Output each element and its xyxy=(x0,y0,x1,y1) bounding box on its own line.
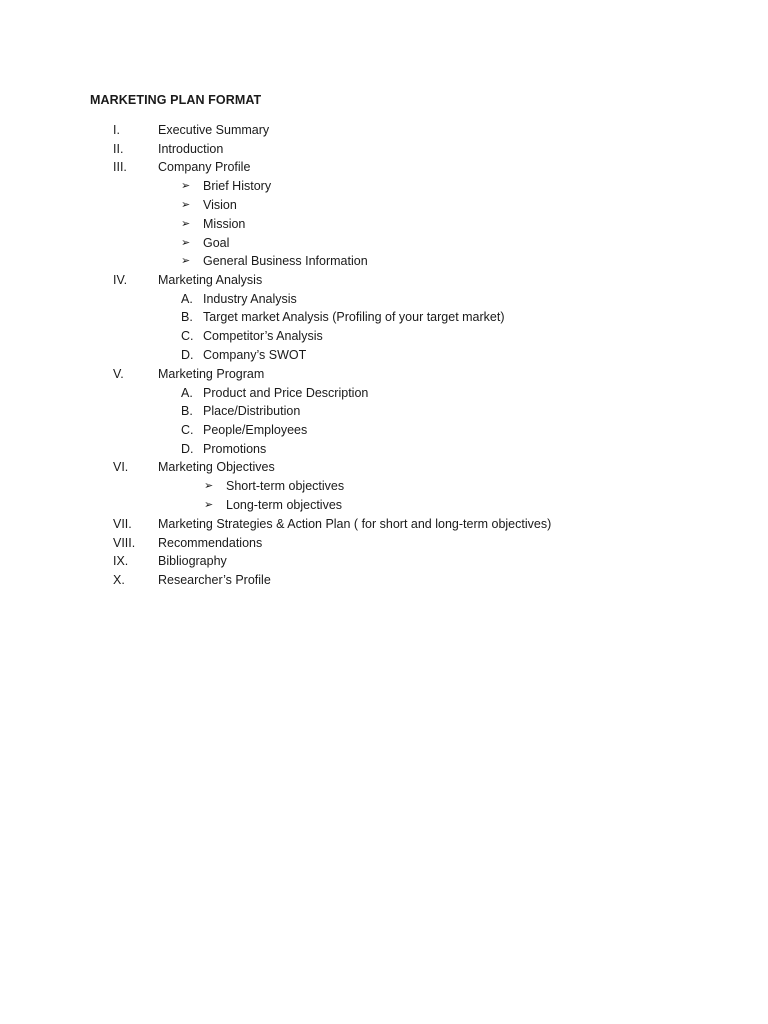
bullet-text: Short-term objectives xyxy=(226,479,345,493)
bullet-text: Goal xyxy=(203,236,230,250)
item-letter: B. xyxy=(181,310,193,324)
bullet-text: Vision xyxy=(203,198,237,212)
arrow-bullet-icon: ➢ xyxy=(181,237,191,249)
section-number: III. xyxy=(113,160,127,174)
section-number: X. xyxy=(113,573,125,587)
item-letter: C. xyxy=(181,329,194,343)
arrow-bullet-icon: ➢ xyxy=(204,499,214,511)
section-title: Executive Summary xyxy=(158,123,270,137)
item-letter: A. xyxy=(181,292,193,306)
document-title: MARKETING PLAN FORMAT xyxy=(90,93,262,107)
section-title: Company Profile xyxy=(158,160,251,174)
arrow-bullet-icon: ➢ xyxy=(204,480,214,492)
section-title: Researcher’s Profile xyxy=(158,573,271,587)
bullet-text: Mission xyxy=(203,217,246,231)
section-number: IX. xyxy=(113,554,129,568)
arrow-bullet-icon: ➢ xyxy=(181,218,191,230)
item-text: Place/Distribution xyxy=(203,404,301,418)
section-title: Marketing Program xyxy=(158,367,265,381)
item-letter: B. xyxy=(181,404,193,418)
arrow-bullet-icon: ➢ xyxy=(181,180,191,192)
item-letter: D. xyxy=(181,442,194,456)
bullet-text: Brief History xyxy=(203,179,272,193)
section-number: I. xyxy=(113,123,120,137)
bullet-text: General Business Information xyxy=(203,254,368,268)
item-letter: C. xyxy=(181,423,194,437)
bullet-text: Long-term objectives xyxy=(226,498,343,512)
section-title: Introduction xyxy=(158,142,224,156)
item-letter: D. xyxy=(181,348,194,362)
item-letter: A. xyxy=(181,386,193,400)
arrow-bullet-icon: ➢ xyxy=(181,255,191,267)
section-number: VI. xyxy=(113,460,129,474)
item-text: Target market Analysis (Profiling of your target market) xyxy=(203,310,505,324)
section-number: IV. xyxy=(113,273,128,287)
section-number: VIII. xyxy=(113,536,136,550)
item-text: Product and Price Description xyxy=(203,386,369,400)
item-text: Promotions xyxy=(203,442,267,456)
section-number: V. xyxy=(113,367,124,381)
item-text: People/Employees xyxy=(203,423,308,437)
section-title: Marketing Analysis xyxy=(158,273,263,287)
item-text: Company’s SWOT xyxy=(203,348,307,362)
section-title: Marketing Strategies & Action Plan ( for short and long-term objectives) xyxy=(158,517,552,531)
section-number: II. xyxy=(113,142,124,156)
section-title: Bibliography xyxy=(158,554,227,568)
section-number: VII. xyxy=(113,517,132,531)
section-title: Marketing Objectives xyxy=(158,460,275,474)
section-title: Recommendations xyxy=(158,536,263,550)
item-text: Competitor’s Analysis xyxy=(203,329,323,343)
item-text: Industry Analysis xyxy=(203,292,297,306)
arrow-bullet-icon: ➢ xyxy=(181,199,191,211)
